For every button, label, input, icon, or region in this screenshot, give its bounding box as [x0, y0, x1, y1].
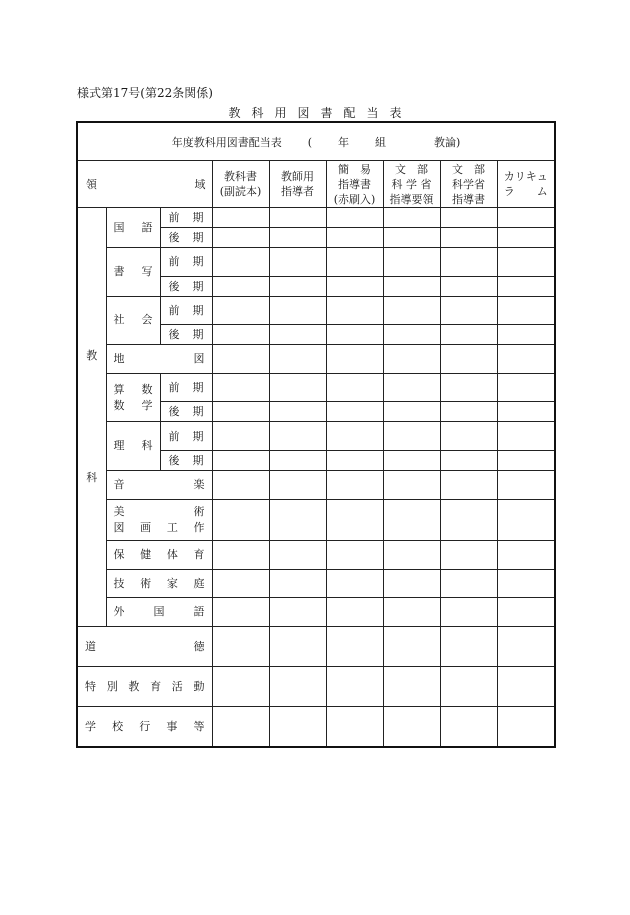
- cell[interactable]: [497, 296, 555, 325]
- table-row: [77, 627, 555, 667]
- cell[interactable]: [326, 296, 383, 325]
- cell[interactable]: [212, 598, 269, 627]
- cell[interactable]: [383, 470, 440, 499]
- cell[interactable]: [440, 325, 497, 345]
- cell[interactable]: [383, 569, 440, 598]
- cell[interactable]: [326, 276, 383, 296]
- term-second: 後 期: [160, 228, 212, 248]
- header-curriculum: カリキュ ラ ム: [497, 161, 555, 208]
- term-first: 前 期: [160, 373, 212, 402]
- cell[interactable]: [326, 470, 383, 499]
- cell[interactable]: [269, 569, 326, 598]
- cell[interactable]: [440, 276, 497, 296]
- cell[interactable]: [326, 402, 383, 422]
- cell[interactable]: [212, 667, 269, 707]
- subject-gijutsu: 技 術 家 庭: [106, 569, 212, 598]
- cell[interactable]: [269, 499, 326, 541]
- cell[interactable]: [326, 450, 383, 470]
- cell[interactable]: [326, 499, 383, 541]
- table-row: [77, 541, 555, 550]
- cell[interactable]: [497, 325, 555, 345]
- cell[interactable]: [212, 470, 269, 499]
- cell[interactable]: [497, 208, 555, 228]
- cell[interactable]: [212, 373, 269, 402]
- table-row: [77, 296, 555, 325]
- cell[interactable]: [212, 228, 269, 248]
- cell[interactable]: [212, 276, 269, 296]
- cell[interactable]: [269, 402, 326, 422]
- table-row: [77, 569, 555, 578]
- cell[interactable]: [383, 402, 440, 422]
- subject-sansu: 算 数 数 学: [106, 373, 160, 422]
- cell[interactable]: [212, 541, 269, 570]
- table-row: [77, 373, 555, 402]
- caption-year: 年: [338, 135, 350, 149]
- domain-gakko: 学 校 行 事 等: [77, 707, 212, 748]
- cell[interactable]: [212, 208, 269, 228]
- subject-hoken: 保 健 体 育: [106, 541, 212, 570]
- cell[interactable]: [440, 208, 497, 228]
- cell[interactable]: [212, 707, 269, 748]
- table-row: [77, 470, 555, 479]
- cell[interactable]: [497, 373, 555, 402]
- term-second: 後 期: [160, 402, 212, 422]
- caption-cell: [77, 122, 555, 161]
- cell[interactable]: [440, 402, 497, 422]
- cell[interactable]: [326, 325, 383, 345]
- cell[interactable]: [383, 667, 440, 707]
- cell[interactable]: [269, 707, 326, 748]
- table-row: [77, 499, 555, 508]
- cell[interactable]: [326, 373, 383, 402]
- cell[interactable]: [269, 325, 326, 345]
- subject-ongaku: 音 楽: [106, 470, 212, 499]
- term-second: 後 期: [160, 450, 212, 470]
- cell[interactable]: [212, 450, 269, 470]
- domain-tokkatsu: 特 別 教 育 活 動: [77, 667, 212, 707]
- cell[interactable]: [212, 345, 269, 374]
- cell[interactable]: [383, 228, 440, 248]
- cell[interactable]: [497, 499, 555, 541]
- cell[interactable]: [497, 345, 555, 374]
- cell[interactable]: [326, 598, 383, 627]
- caption-paren: (: [307, 135, 313, 149]
- cell[interactable]: [269, 248, 326, 277]
- cell[interactable]: [326, 422, 383, 451]
- cell[interactable]: [326, 667, 383, 707]
- table-row: [77, 422, 555, 451]
- cell[interactable]: [383, 345, 440, 374]
- header-simple-guide: 簡 易 指導書 (赤刷入): [326, 161, 383, 208]
- table-row: [77, 598, 555, 607]
- cell[interactable]: [440, 373, 497, 402]
- cell[interactable]: [383, 248, 440, 277]
- cell[interactable]: [212, 325, 269, 345]
- cell[interactable]: [269, 598, 326, 627]
- subject-group-label: 教 科: [77, 208, 106, 627]
- form-number: 様式第17号(第22条関係): [77, 86, 213, 100]
- term-second: 後 期: [160, 325, 212, 345]
- cell[interactable]: [212, 296, 269, 325]
- cell[interactable]: [440, 228, 497, 248]
- cell[interactable]: [497, 541, 555, 570]
- cell[interactable]: [383, 499, 440, 541]
- caption-teacher: 教論): [434, 135, 461, 149]
- term-first: 前 期: [160, 208, 212, 228]
- cell[interactable]: [326, 345, 383, 374]
- cell[interactable]: [497, 627, 555, 667]
- cell[interactable]: [497, 569, 555, 598]
- cell[interactable]: [383, 373, 440, 402]
- header-teacher-guide: 教師用 指導者: [269, 161, 326, 208]
- cell[interactable]: [269, 667, 326, 707]
- cell[interactable]: [440, 296, 497, 325]
- cell[interactable]: [497, 228, 555, 248]
- domain-dotoku: 道 徳: [77, 627, 212, 667]
- cell[interactable]: [269, 296, 326, 325]
- term-first: 前 期: [160, 296, 212, 325]
- cell[interactable]: [326, 627, 383, 667]
- cell[interactable]: [497, 470, 555, 499]
- cell[interactable]: [212, 402, 269, 422]
- cell[interactable]: [269, 470, 326, 499]
- cell[interactable]: [269, 422, 326, 451]
- cell[interactable]: [269, 276, 326, 296]
- cell[interactable]: [440, 667, 497, 707]
- cell[interactable]: [497, 248, 555, 277]
- cell[interactable]: [383, 276, 440, 296]
- cell[interactable]: [440, 569, 497, 598]
- cell[interactable]: [383, 422, 440, 451]
- header-domain-left: 領: [86, 178, 97, 191]
- subject-bijutsu: 美 術 図 画 工 作: [106, 499, 212, 541]
- header-domain: [77, 161, 212, 208]
- table-row: [77, 345, 555, 354]
- cell[interactable]: [326, 707, 383, 748]
- cell[interactable]: [326, 569, 383, 598]
- table-row: [77, 667, 555, 707]
- cell[interactable]: [440, 541, 497, 570]
- cell[interactable]: [440, 248, 497, 277]
- header-ministry-guide: 文 部 科学省 指導書: [440, 161, 497, 208]
- cell[interactable]: [212, 499, 269, 541]
- subject-chizu: 地 図: [106, 345, 212, 374]
- cell[interactable]: [440, 627, 497, 667]
- cell[interactable]: [440, 345, 497, 374]
- cell[interactable]: [212, 569, 269, 598]
- cell[interactable]: [212, 422, 269, 451]
- document-title: 教科用図書配当表: [228, 106, 413, 120]
- cell[interactable]: [440, 499, 497, 541]
- caption-class: 組: [375, 135, 387, 149]
- cell[interactable]: [383, 707, 440, 748]
- subject-gaikokugo: 外 国 語: [106, 598, 212, 627]
- cell[interactable]: [497, 276, 555, 296]
- cell[interactable]: [383, 325, 440, 345]
- header-textbook: 教科書 (副読本): [212, 161, 269, 208]
- cell[interactable]: [269, 208, 326, 228]
- cell[interactable]: [440, 470, 497, 499]
- header-ministry-guidelines: 文 部 科 学 省 指導要領: [383, 161, 440, 208]
- cell[interactable]: [326, 248, 383, 277]
- term-first: 前 期: [160, 248, 212, 277]
- cell[interactable]: [269, 450, 326, 470]
- cell[interactable]: [497, 598, 555, 627]
- cell[interactable]: [326, 208, 383, 228]
- cell[interactable]: [326, 228, 383, 248]
- cell[interactable]: [497, 402, 555, 422]
- cell[interactable]: [212, 248, 269, 277]
- cell[interactable]: [326, 541, 383, 570]
- cell[interactable]: [269, 627, 326, 667]
- header-row: [77, 161, 555, 208]
- table-row: [77, 248, 555, 277]
- header-domain-right: 域: [194, 178, 206, 191]
- cell[interactable]: [383, 598, 440, 627]
- subject-rika: 理 科: [106, 422, 160, 471]
- cell[interactable]: [497, 707, 555, 748]
- cell[interactable]: [269, 228, 326, 248]
- cell[interactable]: [497, 450, 555, 470]
- table-row: [77, 208, 555, 228]
- cell[interactable]: [269, 345, 326, 374]
- cell[interactable]: [497, 422, 555, 451]
- subject-shosha: 書 写: [106, 248, 160, 297]
- cell[interactable]: [269, 373, 326, 402]
- allocation-table: [76, 121, 556, 748]
- term-first: 前 期: [160, 422, 212, 451]
- caption-row: [77, 122, 555, 161]
- cell[interactable]: [440, 598, 497, 627]
- caption-text: 年度教科用図書配当表: [171, 135, 282, 149]
- cell[interactable]: [383, 450, 440, 470]
- cell[interactable]: [383, 627, 440, 667]
- cell[interactable]: [269, 541, 326, 570]
- cell[interactable]: [383, 208, 440, 228]
- cell[interactable]: [212, 627, 269, 667]
- subject-shakai: 社 会: [106, 296, 160, 345]
- cell[interactable]: [383, 541, 440, 570]
- subject-kokugo: 国 語: [106, 208, 160, 248]
- cell[interactable]: [440, 450, 497, 470]
- cell[interactable]: [440, 707, 497, 748]
- cell[interactable]: [497, 667, 555, 707]
- cell[interactable]: [440, 422, 497, 451]
- table-row: [77, 707, 555, 748]
- term-second: 後 期: [160, 276, 212, 296]
- cell[interactable]: [383, 296, 440, 325]
